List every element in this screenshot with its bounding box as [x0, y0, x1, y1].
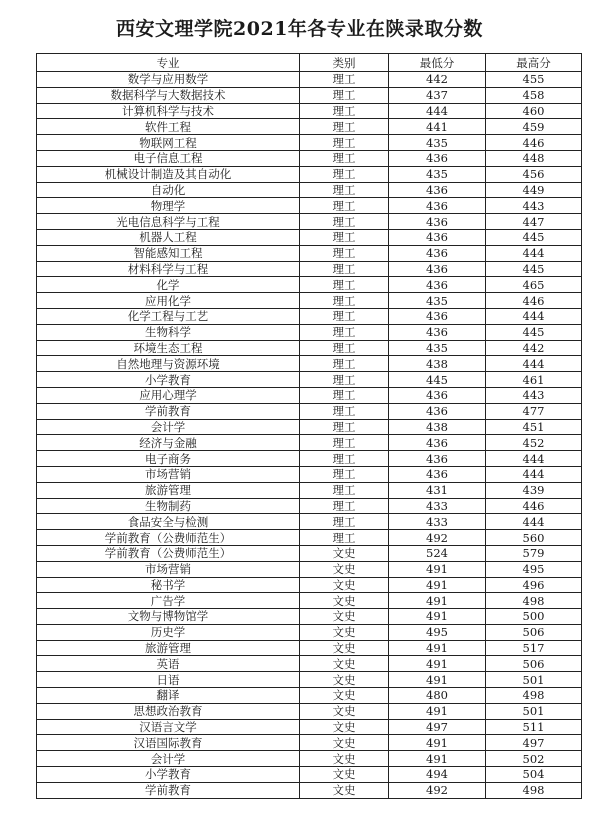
major-cell: 食品安全与检测: [37, 514, 300, 530]
max-score-cell: 446: [486, 498, 582, 514]
max-score-cell: 465: [486, 277, 582, 293]
category-cell: 文史: [300, 672, 389, 688]
min-score-cell: 436: [389, 451, 486, 467]
min-score-cell: 436: [389, 403, 486, 419]
min-score-cell: 436: [389, 198, 486, 214]
category-cell: 文史: [300, 640, 389, 656]
min-score-cell: 497: [389, 719, 486, 735]
major-cell: 数学与应用数学: [37, 72, 300, 88]
category-cell: 理工: [300, 482, 389, 498]
category-cell: 理工: [300, 277, 389, 293]
major-cell: 小学教育: [37, 767, 300, 783]
category-cell: 理工: [300, 182, 389, 198]
max-score-cell: 444: [486, 451, 582, 467]
table-row: [37, 277, 582, 293]
category-cell: 文史: [300, 735, 389, 751]
major-cell: 学前教育: [37, 782, 300, 798]
max-score-cell: 501: [486, 672, 582, 688]
max-score-cell: 451: [486, 419, 582, 435]
category-cell: 理工: [300, 451, 389, 467]
table-row: [37, 229, 582, 245]
table-row: [37, 324, 582, 340]
min-score-cell: 435: [389, 340, 486, 356]
max-score-cell: 444: [486, 245, 582, 261]
category-cell: 文史: [300, 688, 389, 704]
table-row: [37, 182, 582, 198]
major-cell: 智能感知工程: [37, 245, 300, 261]
header-category: 类别: [300, 54, 389, 72]
table-body: [37, 72, 582, 799]
min-score-cell: 435: [389, 135, 486, 151]
major-cell: 应用心理学: [37, 387, 300, 403]
max-score-cell: 439: [486, 482, 582, 498]
category-cell: 理工: [300, 372, 389, 388]
min-score-cell: 433: [389, 514, 486, 530]
min-score-cell: 495: [389, 624, 486, 640]
max-score-cell: 501: [486, 703, 582, 719]
category-cell: 理工: [300, 103, 389, 119]
major-cell: 化学: [37, 277, 300, 293]
page-title: 西安文理学院2021年各专业在陕录取分数: [116, 18, 483, 40]
min-score-cell: 433: [389, 498, 486, 514]
category-cell: 理工: [300, 245, 389, 261]
min-score-cell: 491: [389, 735, 486, 751]
major-cell: 学前教育: [37, 403, 300, 419]
major-cell: 计算机科学与技术: [37, 103, 300, 119]
category-cell: 理工: [300, 229, 389, 245]
max-score-cell: 517: [486, 640, 582, 656]
min-score-cell: 494: [389, 767, 486, 783]
admission-score-table: [36, 53, 582, 799]
max-score-cell: 445: [486, 229, 582, 245]
table-row: [37, 514, 582, 530]
table-row: [37, 466, 582, 482]
min-score-cell: 435: [389, 293, 486, 309]
min-score-cell: 436: [389, 214, 486, 230]
major-cell: 翻译: [37, 688, 300, 704]
min-score-cell: 491: [389, 640, 486, 656]
min-score-cell: 438: [389, 356, 486, 372]
table-row: [37, 372, 582, 388]
category-cell: 理工: [300, 261, 389, 277]
major-cell: 学前教育（公费师范生）: [37, 545, 300, 561]
table-header-row: [37, 54, 582, 72]
min-score-cell: 436: [389, 182, 486, 198]
min-score-cell: 441: [389, 119, 486, 135]
category-cell: 理工: [300, 466, 389, 482]
major-cell: 市场营销: [37, 561, 300, 577]
major-cell: 环境生态工程: [37, 340, 300, 356]
max-score-cell: 449: [486, 182, 582, 198]
major-cell: 日语: [37, 672, 300, 688]
max-score-cell: 444: [486, 514, 582, 530]
category-cell: 文史: [300, 751, 389, 767]
category-cell: 文史: [300, 719, 389, 735]
table-row: [37, 561, 582, 577]
major-cell: 学前教育（公费师范生）: [37, 530, 300, 546]
min-score-cell: 491: [389, 656, 486, 672]
min-score-cell: 436: [389, 150, 486, 166]
min-score-cell: 480: [389, 688, 486, 704]
category-cell: 理工: [300, 214, 389, 230]
header-major: 专业: [37, 54, 300, 72]
major-cell: 物联网工程: [37, 135, 300, 151]
major-cell: 机器人工程: [37, 229, 300, 245]
min-score-cell: 492: [389, 530, 486, 546]
category-cell: 理工: [300, 387, 389, 403]
table-row: [37, 451, 582, 467]
major-cell: 文物与博物馆学: [37, 609, 300, 625]
table-row: [37, 293, 582, 309]
major-cell: 旅游管理: [37, 640, 300, 656]
table-row: [37, 672, 582, 688]
major-cell: 英语: [37, 656, 300, 672]
category-cell: 文史: [300, 656, 389, 672]
table-row: [37, 719, 582, 735]
max-score-cell: 506: [486, 624, 582, 640]
major-cell: 机械设计制造及其自动化: [37, 166, 300, 182]
table-row: [37, 356, 582, 372]
category-cell: 理工: [300, 119, 389, 135]
major-cell: 电子商务: [37, 451, 300, 467]
max-score-cell: 461: [486, 372, 582, 388]
min-score-cell: 491: [389, 593, 486, 609]
min-score-cell: 436: [389, 245, 486, 261]
min-score-cell: 442: [389, 72, 486, 88]
major-cell: 化学工程与工艺: [37, 308, 300, 324]
major-cell: 自然地理与资源环境: [37, 356, 300, 372]
max-score-cell: 511: [486, 719, 582, 735]
table-row: [37, 703, 582, 719]
table-row: [37, 135, 582, 151]
category-cell: 理工: [300, 356, 389, 372]
max-score-cell: 504: [486, 767, 582, 783]
min-score-cell: 491: [389, 577, 486, 593]
category-cell: 理工: [300, 340, 389, 356]
category-cell: 文史: [300, 545, 389, 561]
max-score-cell: 444: [486, 356, 582, 372]
min-score-cell: 491: [389, 672, 486, 688]
major-cell: 会计学: [37, 419, 300, 435]
max-score-cell: 498: [486, 782, 582, 798]
table-row: [37, 609, 582, 625]
table-row: [37, 656, 582, 672]
major-cell: 旅游管理: [37, 482, 300, 498]
max-score-cell: 460: [486, 103, 582, 119]
min-score-cell: 437: [389, 87, 486, 103]
max-score-cell: 506: [486, 656, 582, 672]
table-row: [37, 767, 582, 783]
max-score-cell: 459: [486, 119, 582, 135]
table-row: [37, 166, 582, 182]
category-cell: 理工: [300, 403, 389, 419]
max-score-cell: 448: [486, 150, 582, 166]
category-cell: 文史: [300, 767, 389, 783]
min-score-cell: 436: [389, 308, 486, 324]
table-row: [37, 403, 582, 419]
category-cell: 理工: [300, 419, 389, 435]
table-row: [37, 482, 582, 498]
min-score-cell: 491: [389, 751, 486, 767]
max-score-cell: 579: [486, 545, 582, 561]
category-cell: 理工: [300, 166, 389, 182]
major-cell: 秘书学: [37, 577, 300, 593]
table-row: [37, 261, 582, 277]
table-row: [37, 87, 582, 103]
table-row: [37, 498, 582, 514]
table-row: [37, 624, 582, 640]
table-row: [37, 387, 582, 403]
min-score-cell: 524: [389, 545, 486, 561]
category-cell: 理工: [300, 293, 389, 309]
category-cell: 理工: [300, 87, 389, 103]
major-cell: 生物科学: [37, 324, 300, 340]
table-row: [37, 198, 582, 214]
min-score-cell: 435: [389, 166, 486, 182]
max-score-cell: 444: [486, 466, 582, 482]
major-cell: 物理学: [37, 198, 300, 214]
max-score-cell: 456: [486, 166, 582, 182]
category-cell: 文史: [300, 593, 389, 609]
major-cell: 会计学: [37, 751, 300, 767]
category-cell: 理工: [300, 72, 389, 88]
max-score-cell: 445: [486, 261, 582, 277]
category-cell: 理工: [300, 150, 389, 166]
major-cell: 生物制药: [37, 498, 300, 514]
table-row: [37, 119, 582, 135]
min-score-cell: 436: [389, 387, 486, 403]
major-cell: 市场营销: [37, 466, 300, 482]
min-score-cell: 436: [389, 277, 486, 293]
max-score-cell: 442: [486, 340, 582, 356]
max-score-cell: 498: [486, 593, 582, 609]
max-score-cell: 446: [486, 135, 582, 151]
major-cell: 光电信息科学与工程: [37, 214, 300, 230]
table-row: [37, 340, 582, 356]
max-score-cell: 443: [486, 198, 582, 214]
min-score-cell: 491: [389, 561, 486, 577]
category-cell: 理工: [300, 514, 389, 530]
table-row: [37, 640, 582, 656]
table-row: [37, 419, 582, 435]
major-cell: 广告学: [37, 593, 300, 609]
category-cell: 文史: [300, 609, 389, 625]
min-score-cell: 431: [389, 482, 486, 498]
major-cell: 自动化: [37, 182, 300, 198]
min-score-cell: 436: [389, 261, 486, 277]
table-row: [37, 435, 582, 451]
major-cell: 电子信息工程: [37, 150, 300, 166]
max-score-cell: 477: [486, 403, 582, 419]
table-row: [37, 577, 582, 593]
category-cell: 理工: [300, 498, 389, 514]
max-score-cell: 498: [486, 688, 582, 704]
min-score-cell: 491: [389, 703, 486, 719]
category-cell: 文史: [300, 561, 389, 577]
min-score-cell: 438: [389, 419, 486, 435]
table-row: [37, 751, 582, 767]
min-score-cell: 436: [389, 435, 486, 451]
table-row: [37, 150, 582, 166]
table-row: [37, 782, 582, 798]
category-cell: 文史: [300, 703, 389, 719]
max-score-cell: 447: [486, 214, 582, 230]
major-cell: 思想政治教育: [37, 703, 300, 719]
header-min-score: 最低分: [389, 54, 486, 72]
category-cell: 文史: [300, 624, 389, 640]
min-score-cell: 436: [389, 466, 486, 482]
min-score-cell: 444: [389, 103, 486, 119]
major-cell: 经济与金融: [37, 435, 300, 451]
table-row: [37, 214, 582, 230]
max-score-cell: 560: [486, 530, 582, 546]
table-row: [37, 545, 582, 561]
table-row: [37, 103, 582, 119]
category-cell: 理工: [300, 435, 389, 451]
max-score-cell: 495: [486, 561, 582, 577]
category-cell: 理工: [300, 198, 389, 214]
table-row: [37, 308, 582, 324]
min-score-cell: 436: [389, 229, 486, 245]
category-cell: 理工: [300, 135, 389, 151]
table-row: [37, 735, 582, 751]
table-row: [37, 688, 582, 704]
table-row: [37, 593, 582, 609]
category-cell: 理工: [300, 530, 389, 546]
max-score-cell: 455: [486, 72, 582, 88]
max-score-cell: 502: [486, 751, 582, 767]
table-row: [37, 72, 582, 88]
major-cell: 材料科学与工程: [37, 261, 300, 277]
max-score-cell: 443: [486, 387, 582, 403]
category-cell: 理工: [300, 324, 389, 340]
max-score-cell: 446: [486, 293, 582, 309]
major-cell: 汉语国际教育: [37, 735, 300, 751]
major-cell: 数据科学与大数据技术: [37, 87, 300, 103]
min-score-cell: 436: [389, 324, 486, 340]
header-max-score: 最高分: [486, 54, 582, 72]
major-cell: 小学教育: [37, 372, 300, 388]
min-score-cell: 492: [389, 782, 486, 798]
major-cell: 应用化学: [37, 293, 300, 309]
max-score-cell: 445: [486, 324, 582, 340]
major-cell: 历史学: [37, 624, 300, 640]
table-row: [37, 530, 582, 546]
max-score-cell: 497: [486, 735, 582, 751]
min-score-cell: 491: [389, 609, 486, 625]
major-cell: 软件工程: [37, 119, 300, 135]
category-cell: 文史: [300, 782, 389, 798]
max-score-cell: 500: [486, 609, 582, 625]
table-row: [37, 245, 582, 261]
min-score-cell: 445: [389, 372, 486, 388]
max-score-cell: 444: [486, 308, 582, 324]
max-score-cell: 496: [486, 577, 582, 593]
max-score-cell: 452: [486, 435, 582, 451]
category-cell: 理工: [300, 308, 389, 324]
major-cell: 汉语言文学: [37, 719, 300, 735]
category-cell: 文史: [300, 577, 389, 593]
max-score-cell: 458: [486, 87, 582, 103]
